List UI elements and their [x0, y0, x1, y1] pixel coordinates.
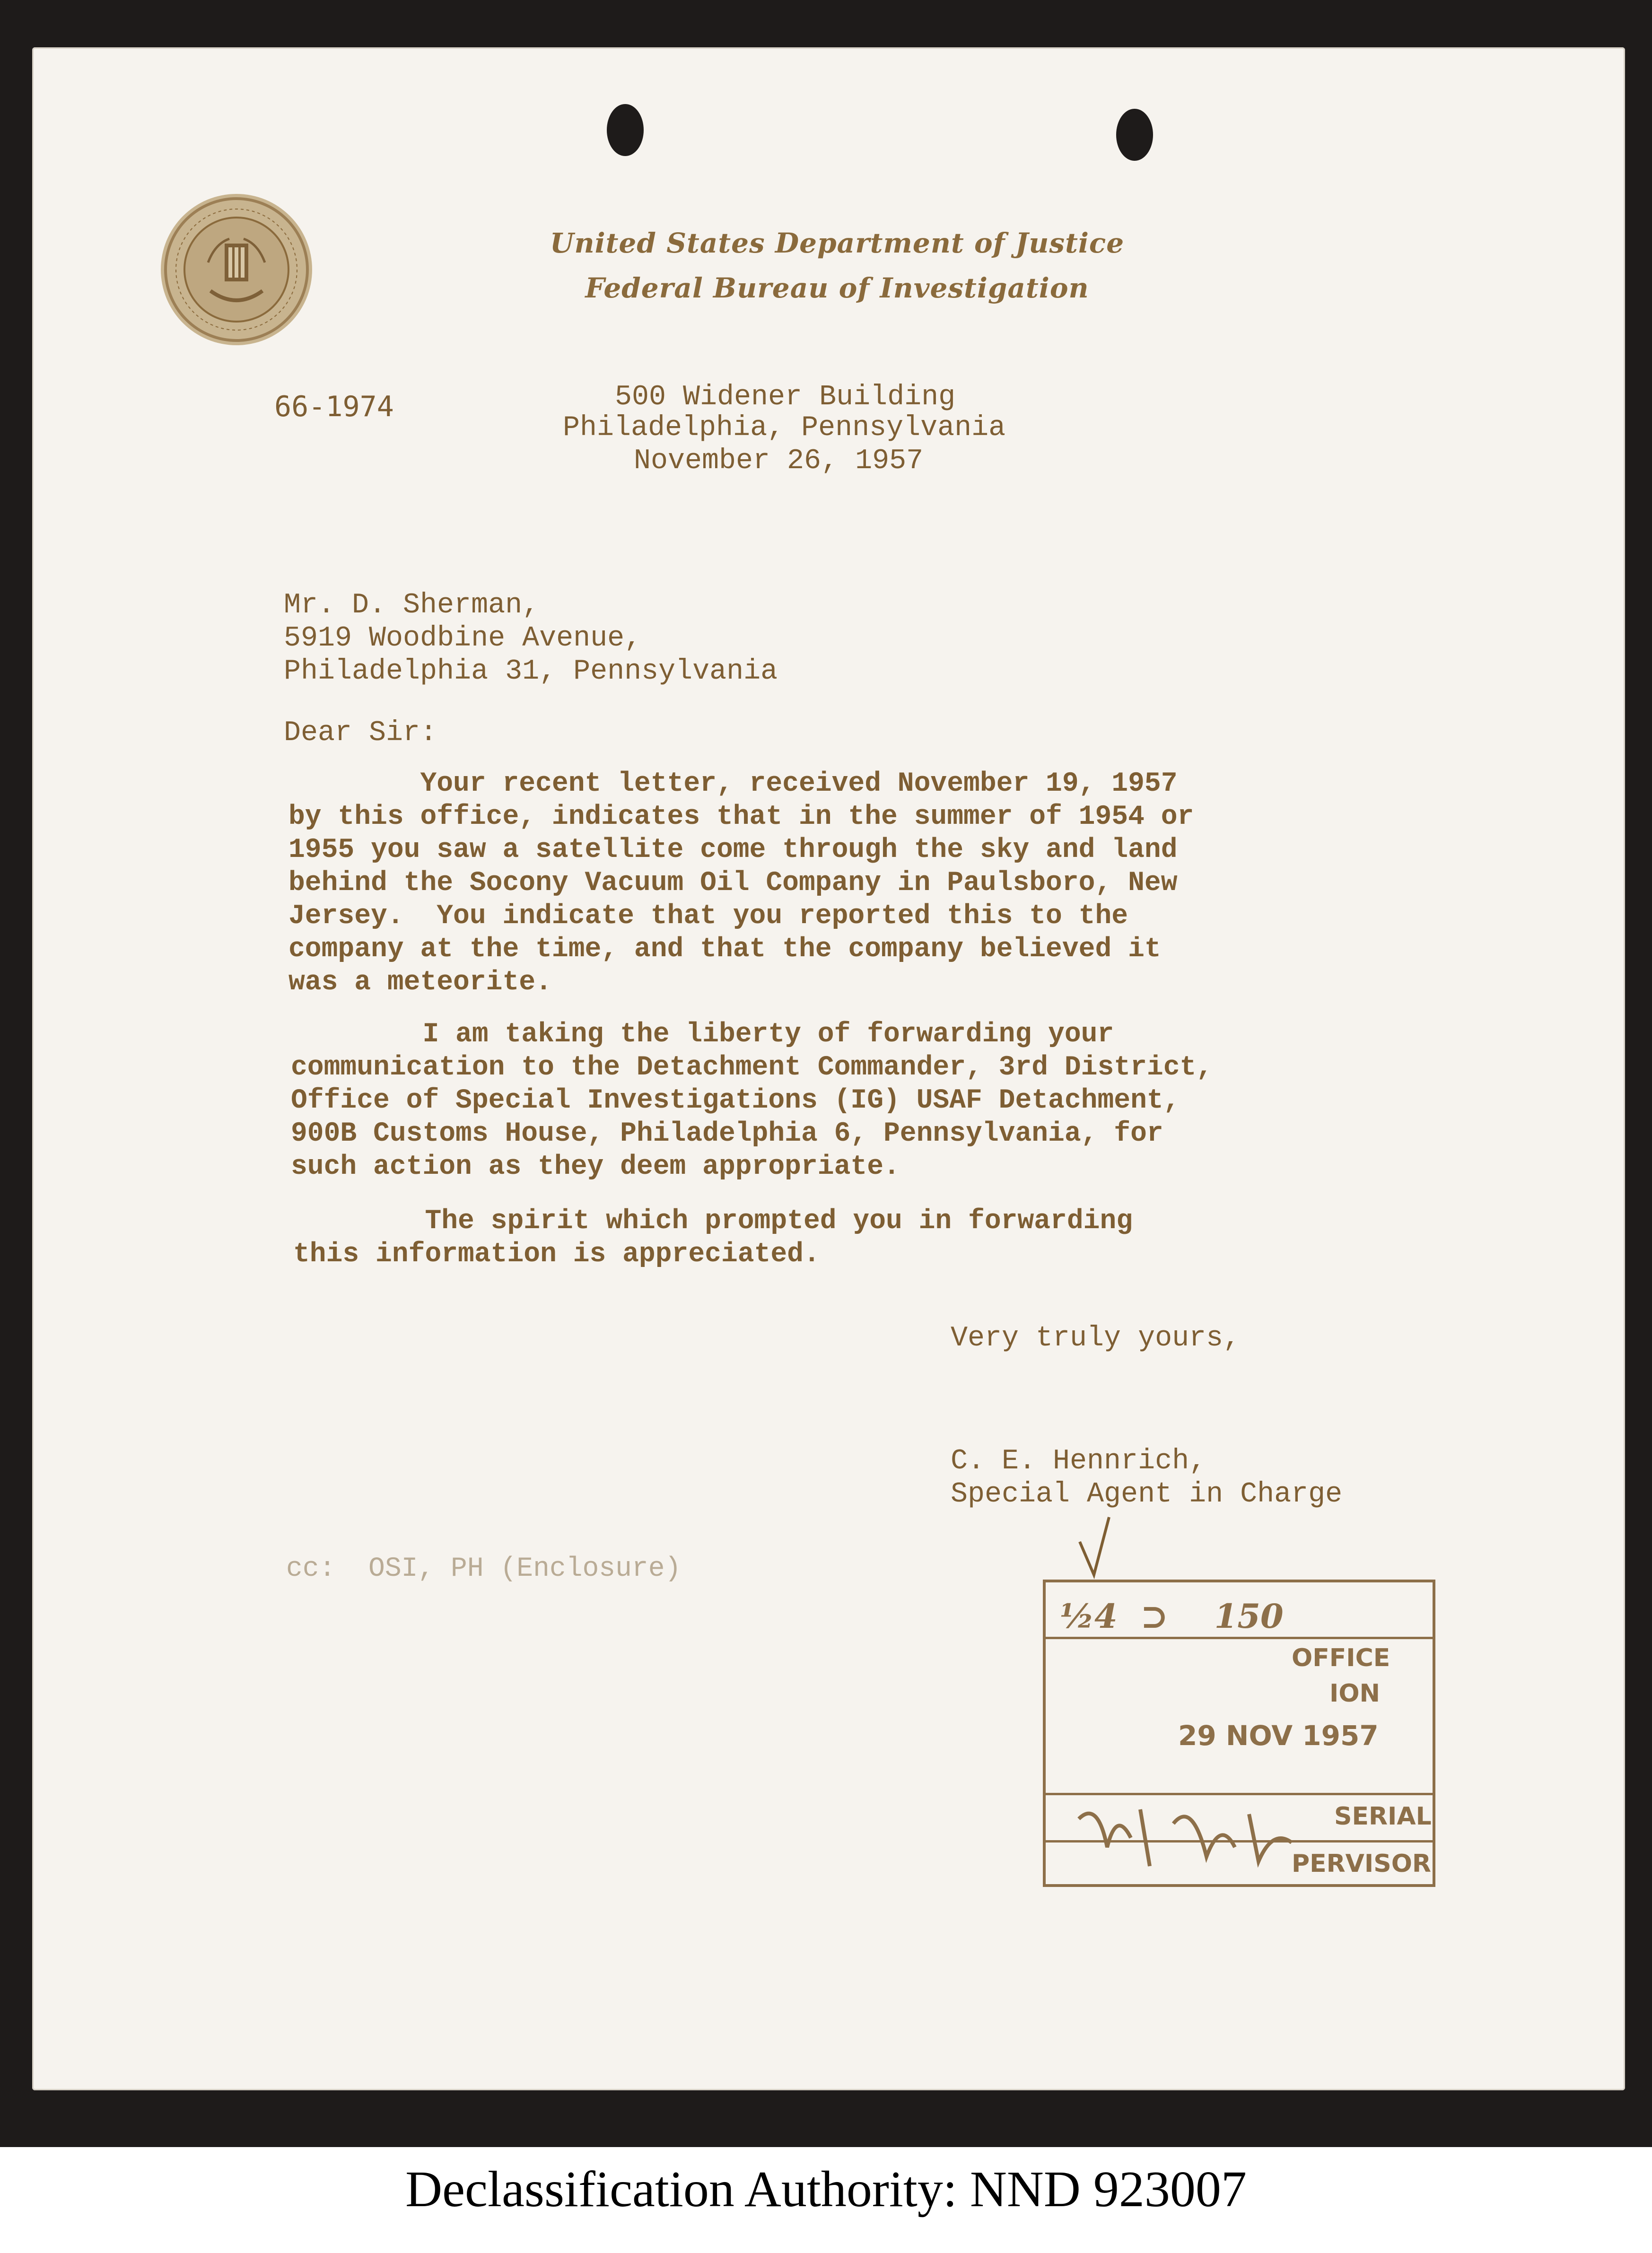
stamp-division-label: ION [1329, 1679, 1381, 1708]
signature-name: C. E. Hennrich, [951, 1445, 1206, 1477]
body-line: 1955 you saw a satellite come through the sky and land [288, 835, 1178, 865]
stamp-divider [1046, 1840, 1433, 1843]
body-line: by this office, indicates that in the summer of 1954 or [288, 802, 1194, 832]
stamp-serial-label: SERIAL [1334, 1802, 1432, 1831]
body-line: was a meteorite. [288, 967, 552, 998]
salutation: Dear Sir: [284, 717, 437, 749]
checkmark-icon [1076, 1513, 1114, 1580]
stamp-divider [1046, 1637, 1433, 1639]
recipient-name: Mr. D. Sherman, [284, 589, 540, 621]
letterhead-department: United States Department of Justice [550, 227, 1125, 259]
sender-address-line1: 500 Widener Building [615, 381, 956, 413]
stamp-handwritten-number: ½4 ⊃ 150 [1060, 1597, 1284, 1636]
body-line: 900B Customs House, Philadelphia 6, Pennsylvania, for [291, 1118, 1163, 1149]
stamp-handwritten-initials [1069, 1790, 1315, 1885]
body-line: Office of Special Investigations (IG) USAF Detachment, [291, 1085, 1180, 1116]
declassification-footer: Declassification Authority: NND 923007 [405, 2161, 1247, 2218]
recipient-street: 5919 Woodbine Avenue, [284, 622, 642, 655]
body-line: company at the time, and that the company believed it [288, 934, 1161, 965]
body-line: Jersey. You indicate that you reported this to the [288, 901, 1128, 932]
stamp-supervisor-label: PERVISOR [1292, 1850, 1431, 1878]
file-number: 66-1974 [274, 390, 394, 423]
punch-hole [607, 104, 644, 156]
body-line: such action as they deem appropriate. [291, 1152, 900, 1182]
carbon-copy-line: cc: OSI, PH (Enclosure) [286, 1554, 682, 1584]
recipient-city: Philadelphia 31, Pennsylvania [284, 655, 778, 688]
letter-date: November 26, 1957 [634, 445, 924, 477]
body-line: communication to the Detachment Commander, 3rd District, [291, 1052, 1213, 1083]
sender-address-line2: Philadelphia, Pennsylvania [563, 412, 1006, 444]
body-line: this information is appreciated. [293, 1239, 820, 1270]
body-line: The spirit which prompted you in forwarding [293, 1206, 1133, 1237]
stamp-office-label: OFFICE [1292, 1644, 1390, 1672]
closing: Very truly yours, [951, 1322, 1241, 1354]
body-line: I am taking the liberty of forwarding your [291, 1019, 1114, 1050]
signature-title: Special Agent in Charge [951, 1478, 1343, 1511]
punch-hole [1116, 109, 1153, 161]
fbi-seal-icon [158, 192, 315, 348]
letterhead-bureau: Federal Bureau of Investigation [585, 272, 1089, 304]
filing-stamp [1043, 1580, 1435, 1887]
body-line: behind the Socony Vacuum Oil Company in Paulsboro, New [288, 868, 1178, 899]
stamp-date: 29 NOV 1957 [1178, 1720, 1379, 1752]
body-line: Your recent letter, received November 19, 1957 [288, 768, 1178, 799]
